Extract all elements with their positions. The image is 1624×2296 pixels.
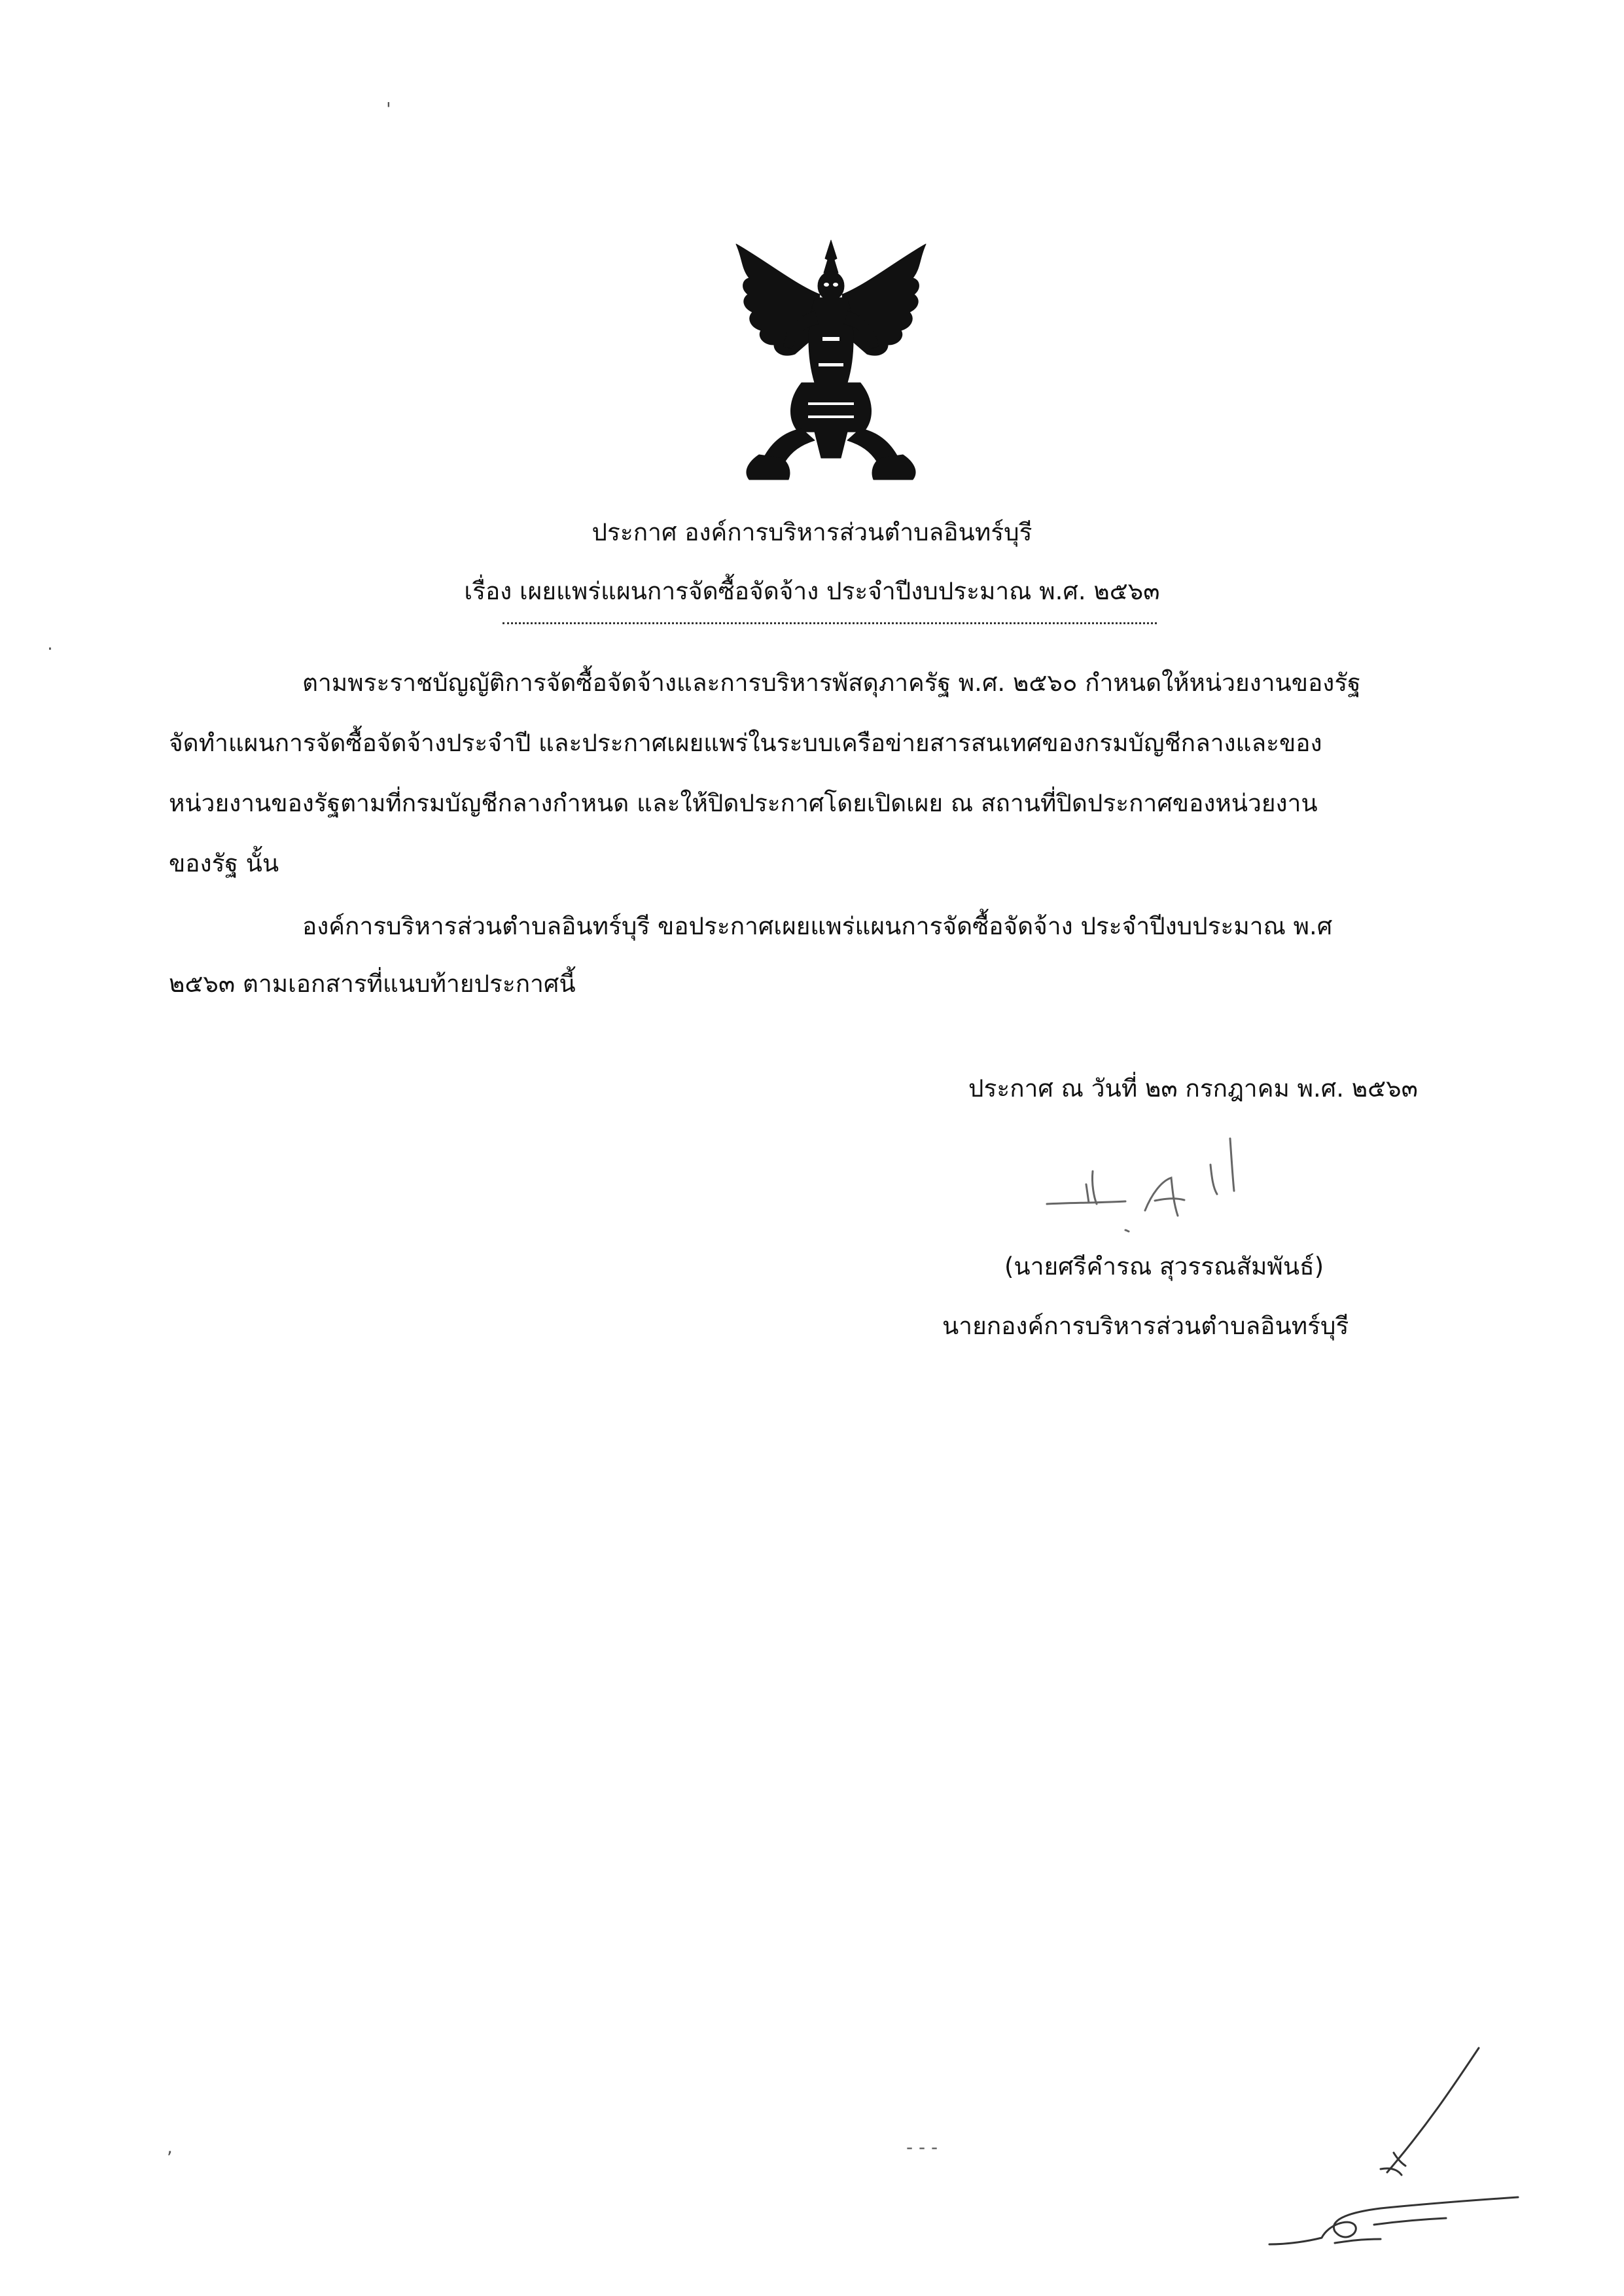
paragraph-1-line-4: ของรัฐ นั้น <box>169 849 279 877</box>
header-divider <box>503 622 1157 624</box>
announcement-subject: เรื่อง เผยแพร่แผนการจัดซื้อจัดจ้าง ประจำปีงบประมาณ พ.ศ. ๒๕๖๓ <box>464 577 1160 605</box>
scan-mark: ' <box>386 98 391 120</box>
paragraph-1-line-2: จัดทำแผนการจัดซื้อจัดจ้างประจำปี และประกาศเผยแพร่ในระบบเครือข่ายสารสนเทศของกรมบัญชีกลางและของ <box>169 729 1322 757</box>
paragraph-2-line-1: องค์การบริหารส่วนตำบลอินทร์บุรี ขอประกาศเผยแพร่แผนการจัดซื้อจัดจ้าง ประจำปีงบประมาณ พ.ศ <box>302 912 1333 940</box>
signer-title: นายกองค์การบริหารส่วนตำบลอินทร์บุรี <box>942 1312 1349 1340</box>
signer-name: (นายศรีคำรณ สุวรรณสัมพันธ์) <box>1004 1252 1324 1280</box>
scan-mark: · <box>47 638 53 660</box>
announcement-title: ประกาศ องค์การบริหารส่วนตำบลอินทร์บุรี <box>591 518 1033 546</box>
scan-mark: , <box>167 2136 173 2158</box>
scan-mark: - - - <box>906 2136 938 2158</box>
paragraph-1-line-1: ตามพระราชบัญญัติการจัดซื้อจัดจ้างและการบริหารพัสดุภาครัฐ พ.ศ. ๒๕๖๐ กำหนดให้หน่วยงานของรัฐ <box>302 669 1361 697</box>
signature-icon <box>1034 1132 1322 1237</box>
initials-icon <box>1230 2028 1583 2264</box>
announcement-date: ประกาศ ณ วันที่ ๒๓ กรกฎาคม พ.ศ. ๒๕๖๓ <box>968 1074 1418 1103</box>
garuda-emblem-icon <box>723 232 939 484</box>
paragraph-2-line-2: ๒๕๖๓ ตามเอกสารที่แนบท้ายประกาศนี้ <box>169 970 576 998</box>
paragraph-1-line-3: หน่วยงานของรัฐตามที่กรมบัญชีกลางกำหนด และให้ปิดประกาศโดยเปิดเผย ณ สถานที่ปิดประกาศของหน่วยงาน <box>169 789 1318 817</box>
